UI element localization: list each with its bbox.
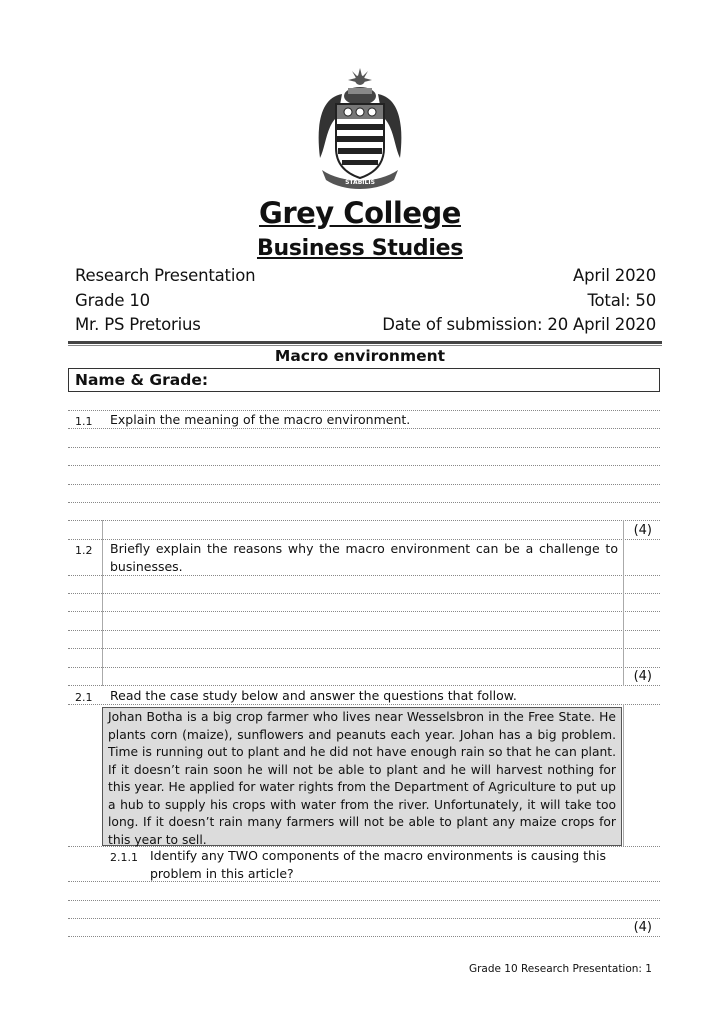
question-number: 2.1 (75, 691, 93, 704)
crest-motto: STABILIS (345, 179, 375, 186)
header-divider (68, 341, 662, 344)
answer-line[interactable] (68, 465, 660, 466)
case-study-box: Johan Botha is a big crop farmer who lives near Wesselsbron in the Free State. He plants corn (maize), sunflowers and peanuts each year. Johan has a big problem. Time is running out to plant and he did not have enough rain so that he can plant. If it doesn’t rain soon he will not be able to plant and he will harvest nothing for this year. He applied for water rights from the Department of Agriculture to put up a hub to supply his crops with water from the river. Unfortunately, it will take too long. If it doesn’t rain many farmers will not be able to plant any maize crops for this year to sell. (102, 707, 622, 846)
question-text: Identify any TWO components of the macro environments is causing this problem in this article? (150, 848, 606, 881)
answer-line[interactable] (68, 611, 660, 612)
rule-line (68, 936, 660, 937)
answer-line[interactable] (68, 484, 660, 485)
marks-allocation: (4) (633, 669, 652, 684)
assessment-date: April 2020 (573, 266, 656, 285)
question-number: 1.2 (75, 544, 93, 557)
school-crest-logo (312, 66, 408, 194)
rule-line (68, 685, 660, 686)
answer-line[interactable] (68, 593, 660, 594)
name-grade-field[interactable] (68, 368, 660, 392)
answer-line[interactable] (68, 918, 660, 919)
column-divider (623, 704, 624, 846)
answer-line[interactable] (68, 667, 660, 668)
answer-line[interactable] (68, 648, 660, 649)
column-divider (623, 520, 624, 686)
question-number: 2.1.1 (110, 851, 138, 864)
header-divider-thin (68, 345, 662, 346)
question-text: Read the case study below and answer the questions that follow. (110, 688, 517, 703)
question-text: Briefly explain the reasons why the macro environment can be a challenge to businesses. (110, 541, 618, 574)
question-text: Explain the meaning of the macro environment. (110, 412, 411, 427)
column-divider (102, 520, 103, 686)
question-number: 1.1 (75, 415, 93, 428)
teacher-name: Mr. PS Pretorius (75, 315, 201, 334)
section-title: Macro environment (274, 347, 446, 365)
answer-line[interactable] (68, 900, 660, 901)
assessment-type: Research Presentation (75, 266, 256, 285)
page-footer: Grade 10 Research Presentation: 1 (468, 963, 652, 975)
subject-title: Business Studies (256, 236, 464, 261)
name-grade-label: Name & Grade: (75, 371, 209, 389)
marks-allocation: (4) (633, 920, 652, 935)
answer-line[interactable] (68, 502, 660, 503)
total-marks: Total: 50 (587, 291, 656, 310)
school-name: Grey College (259, 196, 461, 230)
grade-label: Grade 10 (75, 291, 150, 310)
marks-allocation: (4) (633, 523, 652, 538)
submission-date: Date of submission: 20 April 2020 (382, 315, 656, 334)
answer-line[interactable] (68, 520, 660, 521)
answer-line[interactable] (68, 630, 660, 631)
sun-emblem (348, 68, 372, 85)
answer-line[interactable] (68, 447, 660, 448)
